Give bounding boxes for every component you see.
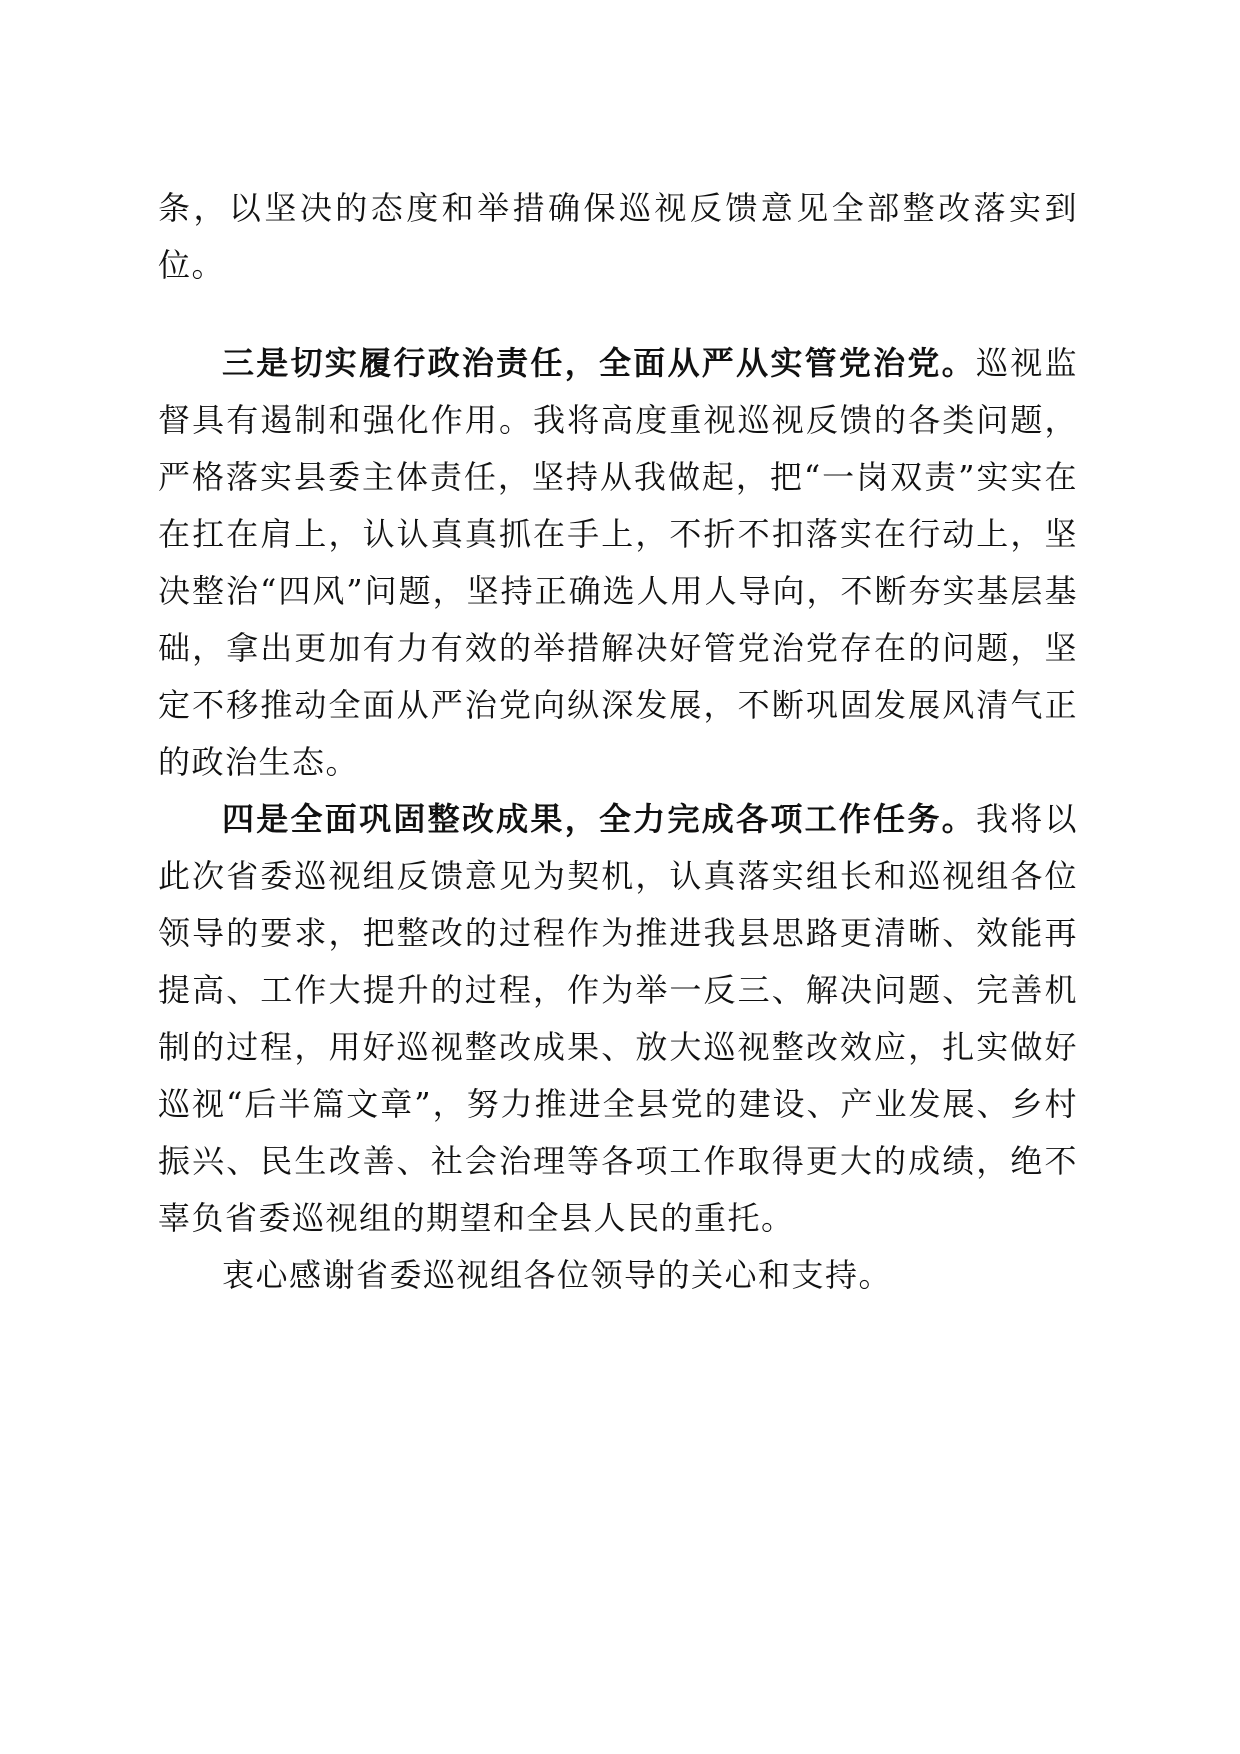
paragraph-item-three [158,335,1078,791]
paragraph-text: 我将以此次省委巡视组反馈意见为契机，认真落实组长和巡视组各位领导的要求，把整改的过程作为推进我县思路更清晰、效能再提高、工作大提升的过程，作为举一反三、解决问题、完善机制的过程，用好巡视整改成果、放大巡视整改效应，扎实做好巡视“后半篇文章”，努力推进全县党的建设、产业发展、乡村振兴、民生改善、社会治理等各项工作取得更大的成绩，绝不辜负省委巡视组的期望和全县人民的重托。 [158,800,1078,1237]
paragraph-text: 衷心感谢省委巡视组各位领导的关心和支持。 [222,1256,893,1294]
paragraph-lead-heading: 三是切实履行政治责任，全面从严从实管党治党。 [222,344,976,382]
paragraph-text: 巡视监督具有遏制和强化作用。我将高度重视巡视反馈的各类问题，严格落实县委主体责任，坚持从我做起，把“一岗双责”实实在在扛在肩上，认认真真抓在手上，不折不扣落实在行动上，坚决整治“四风”问题，坚持正确选人用人导向，不断夯实基层基础，拿出更加有力有效的举措解决好管党治党存在的问题，坚定不移推动全面从严治党向纵深发展，不断巩固发展风清气正的政治生态。 [158,344,1078,781]
paragraph-text: 条，以坚决的态度和举措确保巡视反馈意见全部整改落实到位。 [158,189,1078,284]
paragraph-closing-thanks [158,1247,1078,1304]
paragraph-lead-heading: 四是全面巩固整改成果，全力完成各项工作任务。 [222,800,976,838]
document-body [158,180,1078,1304]
paragraph-item-four [158,791,1078,1247]
paragraph-continuation [158,180,1078,294]
